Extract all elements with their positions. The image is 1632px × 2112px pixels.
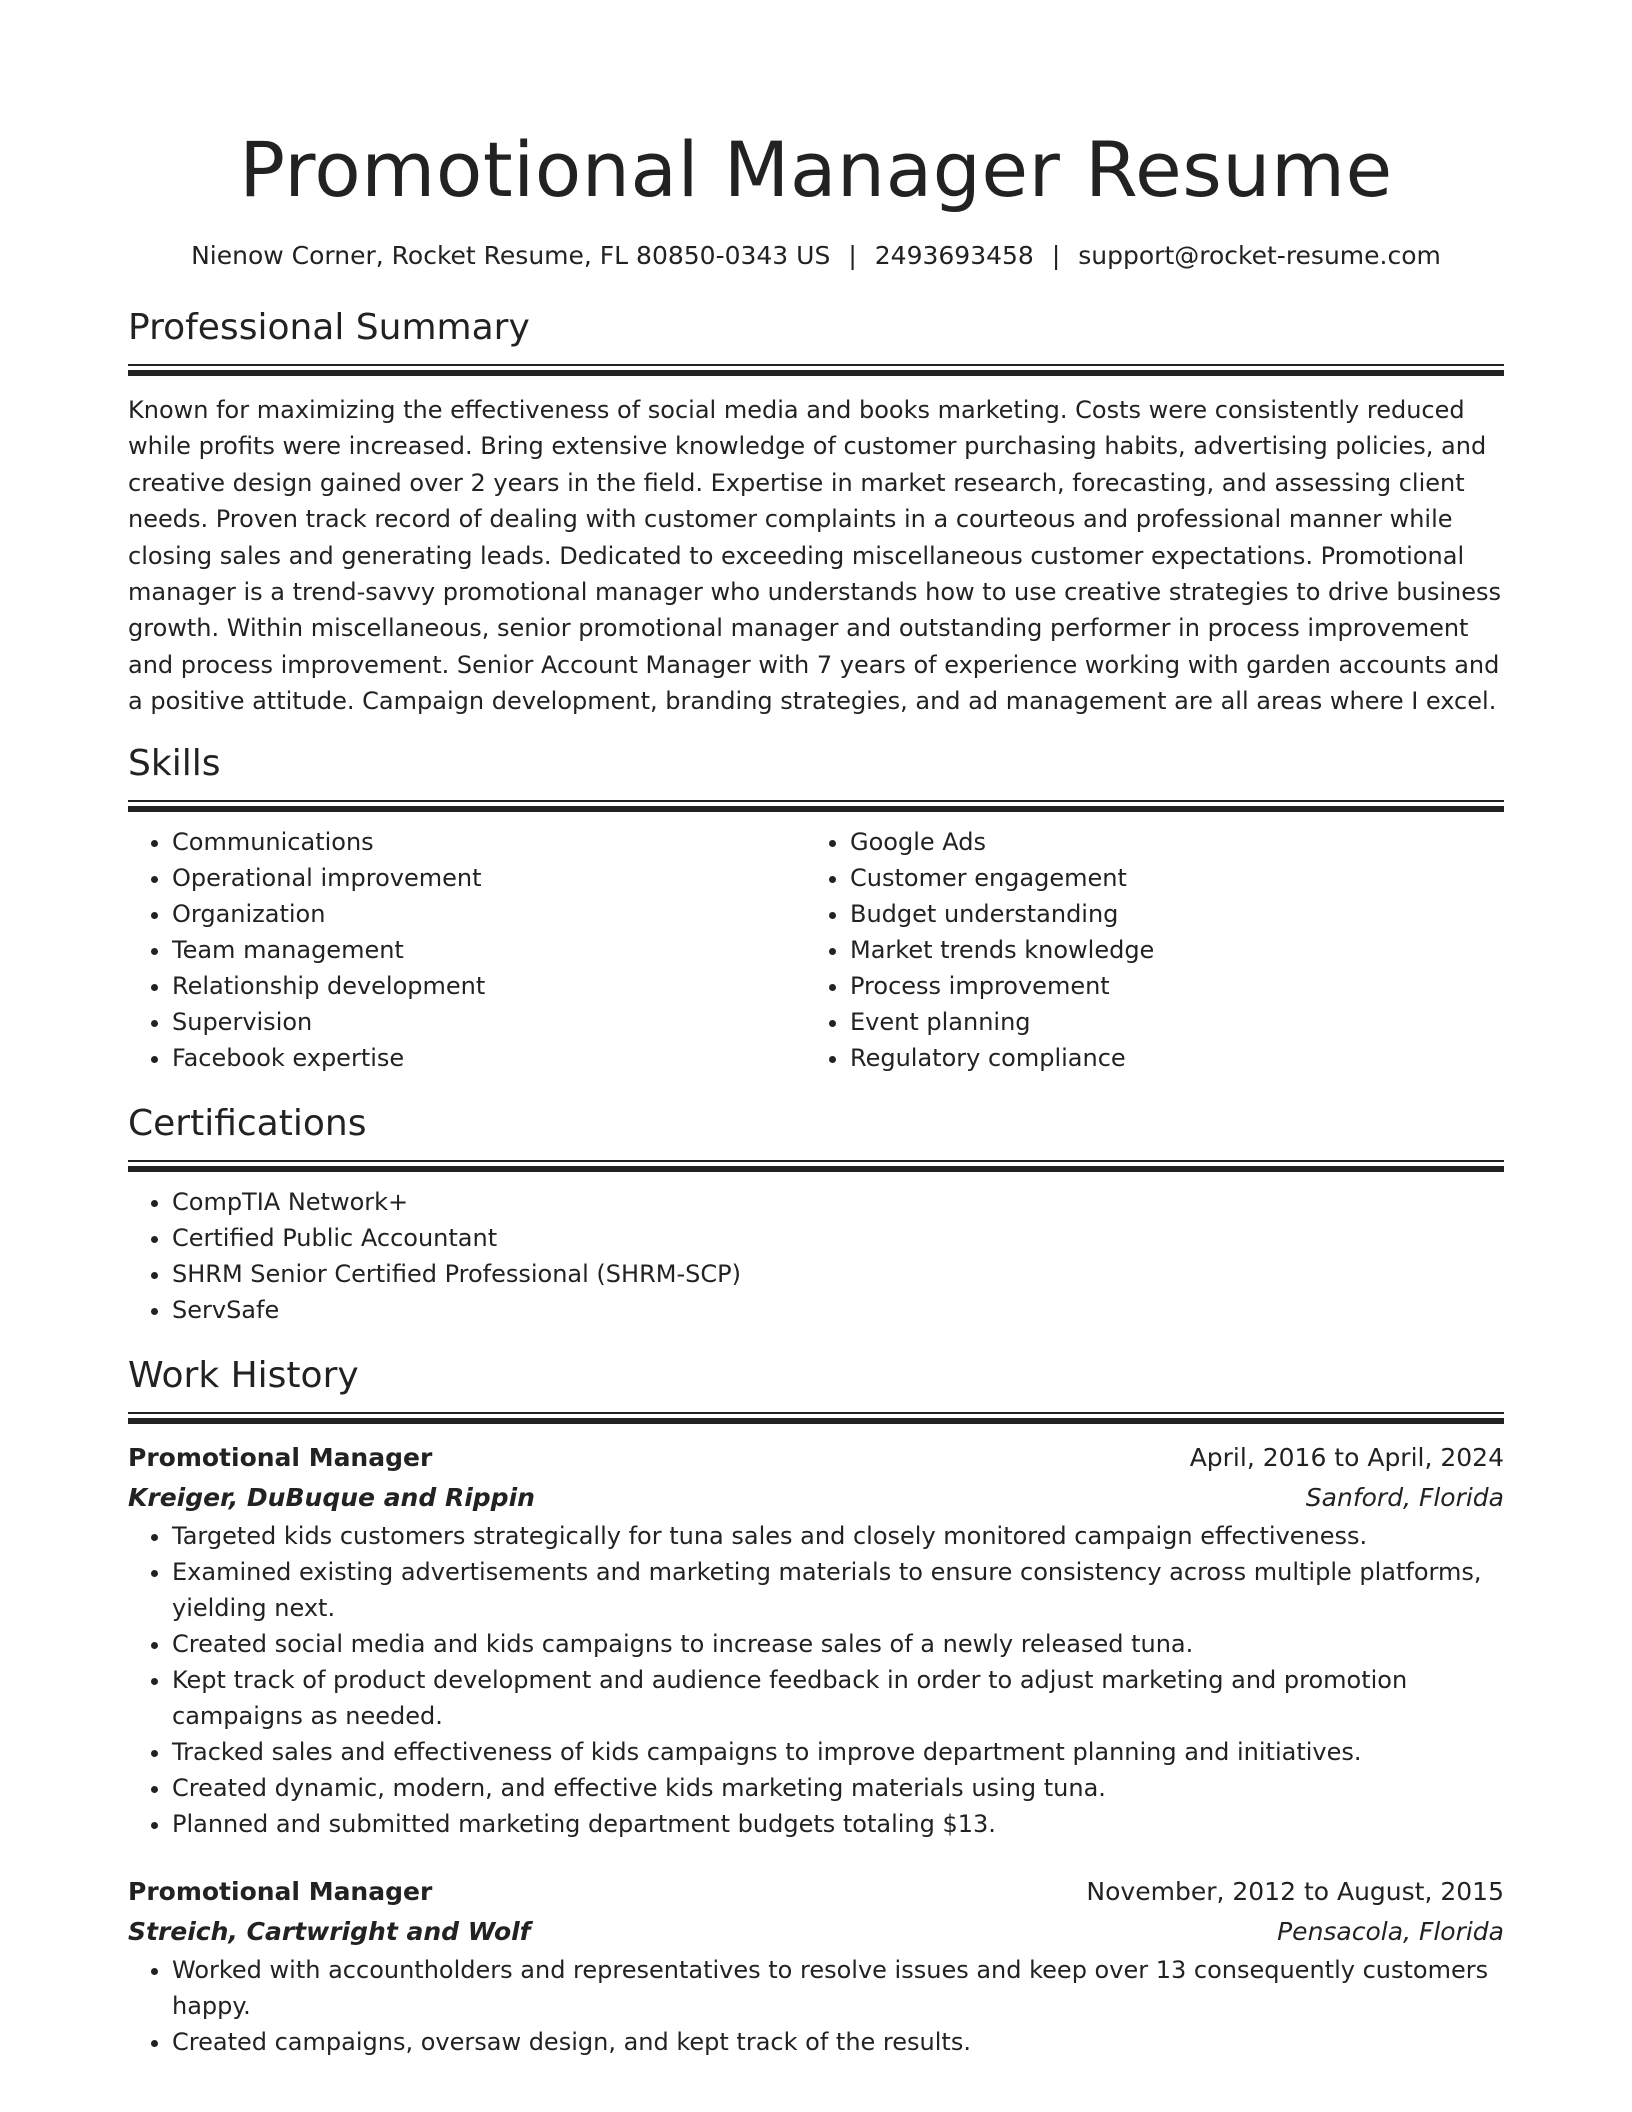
list-item: • Operational improvement bbox=[172, 860, 806, 896]
skills-column-right bbox=[806, 824, 1484, 1076]
list-item: • Supervision bbox=[172, 1004, 806, 1040]
phone: 2493693458 bbox=[874, 241, 1034, 270]
address: Nienow Corner, Rocket Resume, FL 80850-0343 US bbox=[191, 241, 831, 270]
certifications-list bbox=[128, 1184, 1504, 1328]
skills-grid bbox=[128, 824, 1504, 1076]
section-divider bbox=[128, 1160, 1504, 1170]
separator: | bbox=[848, 241, 857, 270]
skills-list-left bbox=[128, 824, 806, 1076]
list-item: • Customer engagement bbox=[850, 860, 1484, 896]
list-item: • Relationship development bbox=[172, 968, 806, 1004]
list-item: • Examined existing advertisements and marketing materials to ensure consistency across multiple platforms, yielding next. bbox=[172, 1554, 1504, 1626]
email[interactable]: support@rocket-resume.com bbox=[1078, 241, 1441, 270]
separator: | bbox=[1051, 241, 1061, 270]
job-entry bbox=[128, 1872, 1504, 2060]
list-item: • Created campaigns, oversaw design, and kept track of the results. bbox=[172, 2024, 1504, 2060]
skills-column-left bbox=[128, 824, 806, 1076]
job-bullets bbox=[128, 1952, 1504, 2060]
summary-text: Known for maximizing the effectiveness of social media and books marketing. Costs were consistently reduced while profits were increased. Bring extensive knowledge of customer purchasing habits, advertising policies, and creative design gained over 2 years in the field. Expertise in market research, forecasting, and assessing client needs. Proven track record of dealing with customer complaints in a courteous and professional manner while closing sales and generating leads. Dedicated to exceeding miscellaneous customer expectations. Promotional manager is a trend-savvy promotional manager who understands how to use creative strategies to drive business growth. Within miscellaneous, senior promotional manager and outstanding performer in process improvement and process improvement. Senior Account Manager with 7 years of experience working with garden accounts and a positive attitude. Campaign development, branding strategies, and ad management are all areas where I excel. bbox=[128, 396, 1501, 716]
list-item: • ServSafe bbox=[172, 1292, 1504, 1328]
job-bullets bbox=[128, 1518, 1504, 1842]
list-item: • Regulatory compliance bbox=[850, 1040, 1484, 1076]
job-dates: April, 2016 to April, 2024 bbox=[1189, 1442, 1504, 1472]
job-location: Pensacola, Florida bbox=[1277, 1916, 1504, 1946]
job-dates: November, 2012 to August, 2015 bbox=[1086, 1876, 1504, 1906]
list-item: • Targeted kids customers strategically for tuna sales and closely monitored campaign effectiveness. bbox=[172, 1518, 1504, 1554]
resume-page bbox=[128, 0, 1504, 2060]
list-item: • Worked with accountholders and representatives to resolve issues and keep over 13 consequently customers happy. bbox=[172, 1952, 1504, 2024]
section-divider bbox=[128, 800, 1504, 810]
list-item: • Certified Public Accountant bbox=[172, 1220, 1504, 1256]
list-item: • Event planning bbox=[850, 1004, 1484, 1040]
list-item: • Budget understanding bbox=[850, 896, 1484, 932]
job-company: Kreiger, DuBuque and Rippin bbox=[128, 1482, 535, 1512]
section-heading: Work History bbox=[128, 1354, 359, 1396]
list-item: • Facebook expertise bbox=[172, 1040, 806, 1076]
list-item: • Created dynamic, modern, and effective kids marketing materials using tuna. bbox=[172, 1770, 1504, 1806]
job-company: Streich, Cartwright and Wolf bbox=[128, 1916, 531, 1946]
job-location: Sanford, Florida bbox=[1305, 1482, 1504, 1512]
section-divider bbox=[128, 1412, 1504, 1422]
list-item: • Process improvement bbox=[850, 968, 1484, 1004]
job-header-row bbox=[128, 1438, 1504, 1478]
job-employer-row bbox=[128, 1912, 1504, 1952]
list-item: • Planned and submitted marketing department budgets totaling $13. bbox=[172, 1806, 1504, 1842]
list-item: • Communications bbox=[172, 824, 806, 860]
job-title: Promotional Manager bbox=[128, 1876, 433, 1906]
section-heading: Certifications bbox=[128, 1102, 367, 1144]
list-item: • Created social media and kids campaigns to increase sales of a newly released tuna. bbox=[172, 1626, 1504, 1662]
list-item: • SHRM Senior Certified Professional (SHRM-SCP) bbox=[172, 1256, 1504, 1292]
summary-section bbox=[128, 306, 1504, 720]
list-item: • CompTIA Network+ bbox=[172, 1184, 1504, 1220]
job-employer-row bbox=[128, 1478, 1504, 1518]
contact-line bbox=[128, 240, 1504, 272]
resume-title: Promotional Manager Resume bbox=[239, 125, 1393, 214]
list-item: • Google Ads bbox=[850, 824, 1484, 860]
list-item: • Team management bbox=[172, 932, 806, 968]
work-history-section bbox=[128, 1354, 1504, 2060]
section-heading: Skills bbox=[128, 742, 221, 784]
section-divider bbox=[128, 364, 1504, 374]
list-item: • Market trends knowledge bbox=[850, 932, 1484, 968]
list-item: • Organization bbox=[172, 896, 806, 932]
skills-section bbox=[128, 742, 1504, 1076]
list-item: • Kept track of product development and audience feedback in order to adjust marketing and promotion campaigns as needed. bbox=[172, 1662, 1504, 1734]
list-item: • Tracked sales and effectiveness of kids campaigns to improve department planning and initiatives. bbox=[172, 1734, 1504, 1770]
skills-list-right bbox=[806, 824, 1484, 1076]
job-title: Promotional Manager bbox=[128, 1442, 433, 1472]
section-heading: Professional Summary bbox=[128, 307, 530, 348]
job-entry bbox=[128, 1438, 1504, 1842]
job-header-row bbox=[128, 1872, 1504, 1912]
certifications-section bbox=[128, 1102, 1504, 1328]
